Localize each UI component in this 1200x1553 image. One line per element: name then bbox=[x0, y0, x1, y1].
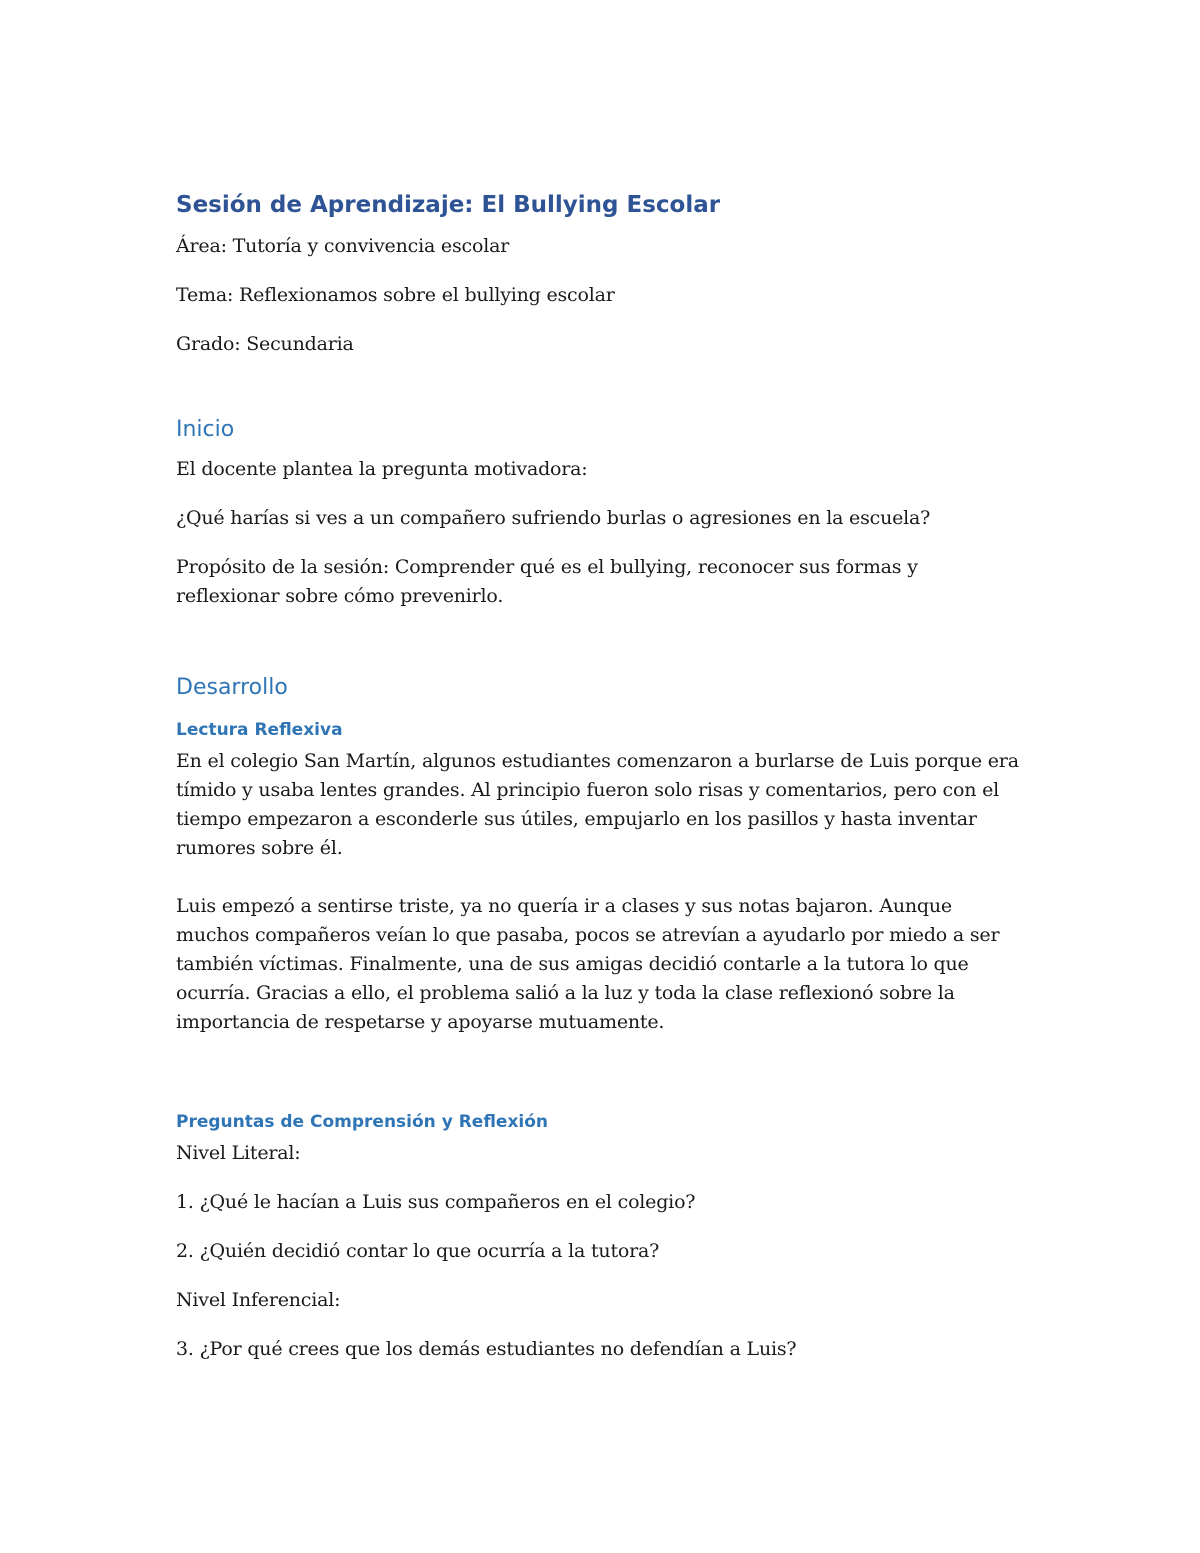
motivating-question: ¿Qué harías si ves a un compañero sufriendo burlas o agresiones en la escuela? bbox=[176, 507, 931, 529]
area-line: Área: Tutoría y convivencia escolar bbox=[176, 235, 510, 257]
inicio-intro: El docente plantea la pregunta motivadora: bbox=[176, 458, 588, 480]
document-body bbox=[176, 190, 1026, 1384]
grado-line: Grado: Secundaria bbox=[176, 333, 354, 355]
question-3: 3. ¿Por qué crees que los demás estudiantes no defendían a Luis? bbox=[176, 1338, 797, 1360]
desarrollo-heading: Desarrollo bbox=[176, 675, 288, 700]
literal-label: Nivel Literal: bbox=[176, 1142, 301, 1164]
reading-paragraph-2: Luis empezó a sentirse triste, ya no quería ir a clases y sus notas bajaron. Aunque muchos compañeros veían lo que pasaba, pocos se atrevían a ayudarlo por miedo a ser también víctimas. Finalmente, una de sus amigas decidió contarle a la tutora lo que ocurría. Gracias a ello, el problema salió a la luz y toda la clase reflexionó sobre la importancia de respetarse y apoyarse mutuamente. bbox=[176, 895, 1000, 1033]
reading-paragraph-1: En el colegio San Martín, algunos estudiantes comenzaron a burlarse de Luis porque era tímido y usaba lentes grandes. Al principio fueron solo risas y comentarios, pero con el tiempo empezaron a esconderle sus útiles, empujarlo en los pasillos y hasta inventar rumores sobre él. bbox=[176, 750, 1019, 859]
inferencial-label: Nivel Inferencial: bbox=[176, 1289, 341, 1311]
session-purpose: Propósito de la sesión: Comprender qué es el bullying, reconocer sus formas y reflexionar sobre cómo prevenirlo. bbox=[176, 556, 918, 607]
lectura-heading: Lectura Reflexiva bbox=[176, 720, 343, 740]
question-2: 2. ¿Quién decidió contar lo que ocurría a la tutora? bbox=[176, 1240, 660, 1262]
tema-line: Tema: Reflexionamos sobre el bullying escolar bbox=[176, 284, 615, 306]
page-title: Sesión de Aprendizaje: El Bullying Escolar bbox=[176, 192, 721, 218]
preguntas-heading: Preguntas de Comprensión y Reflexión bbox=[176, 1112, 549, 1132]
question-1: 1. ¿Qué le hacían a Luis sus compañeros en el colegio? bbox=[176, 1191, 696, 1213]
inicio-heading: Inicio bbox=[176, 417, 235, 442]
